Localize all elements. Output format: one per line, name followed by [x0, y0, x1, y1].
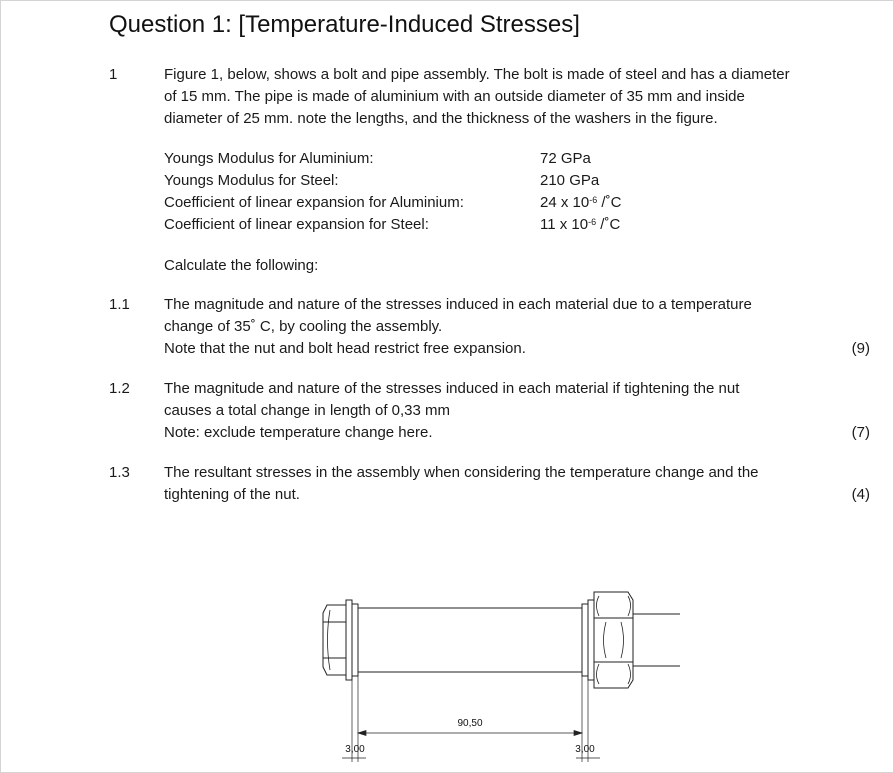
subquestion-number: 1.1: [109, 296, 130, 313]
intro-line-3: diameter of 25 mm. note the lengths, and the thickness of the washers in the figure.: [164, 110, 718, 127]
pipe: [358, 608, 582, 672]
property-label: Coefficient of linear expansion for Aluminium:: [164, 194, 464, 211]
property-value: 210 GPa: [540, 172, 600, 189]
property-label: Youngs Modulus for Aluminium:: [164, 150, 374, 167]
property-label: Youngs Modulus for Steel:: [164, 172, 339, 189]
bolt-head: [323, 605, 346, 675]
property-row: [164, 214, 854, 236]
washer-left: [346, 600, 358, 680]
question-number: 1: [109, 66, 118, 83]
subquestion-number: 1.2: [109, 380, 130, 397]
subquestion-text: The magnitude and nature of the stresses induced in each material due to a temperature change of 35˚ C, by cooling the assembly. Note that the nut and bolt head restrict free expansion.: [164, 296, 752, 357]
dimension-pipe-length: [358, 731, 582, 736]
property-label: Coefficient of linear expansion for Steel:: [164, 216, 429, 233]
bolt-pipe-figure: [300, 585, 700, 770]
dimension-label-washer-left: 3,00: [345, 744, 365, 755]
marks-badge: (9): [851, 340, 870, 357]
intro-line-1: Figure 1, below, shows a bolt and pipe assembly. The bolt is made of steel and has a diameter: [164, 66, 790, 83]
subquestion-text: The magnitude and nature of the stresses induced in each material if tightening the nut causes a total change in length of 0,33 mm Note: exclude temperature change here.: [164, 380, 740, 441]
dimension-label-pipe: 90,50: [457, 718, 483, 729]
washer-right: [582, 600, 594, 680]
marks-badge: (7): [851, 424, 870, 441]
property-value: 72 GPa: [540, 150, 591, 167]
property-value: 11 x $10^{-6}$ /˚C: [540, 216, 621, 233]
property-row: [164, 192, 854, 214]
bolt-shank: [633, 614, 680, 666]
property-row: [164, 170, 854, 192]
question-intro: [164, 64, 854, 130]
calculate-label: Calculate the following:: [164, 257, 319, 274]
intro-line-2: of 15 mm. The pipe is made of aluminium with an outside diameter of 35 mm and inside: [164, 88, 745, 105]
property-row: [164, 148, 854, 170]
question-title: Question 1: [Temperature-Induced Stresses]: [109, 11, 580, 38]
nut: [594, 592, 633, 688]
subquestion-number: 1.3: [109, 464, 130, 481]
subquestion-text: The resultant stresses in the assembly when considering the temperature change and the tightening of the nut.: [164, 464, 759, 503]
dimension-label-washer-right: 3,00: [575, 744, 595, 755]
property-value: 24 x $10^{-6}$ /˚C: [540, 194, 622, 211]
marks-badge: (4): [851, 486, 870, 503]
